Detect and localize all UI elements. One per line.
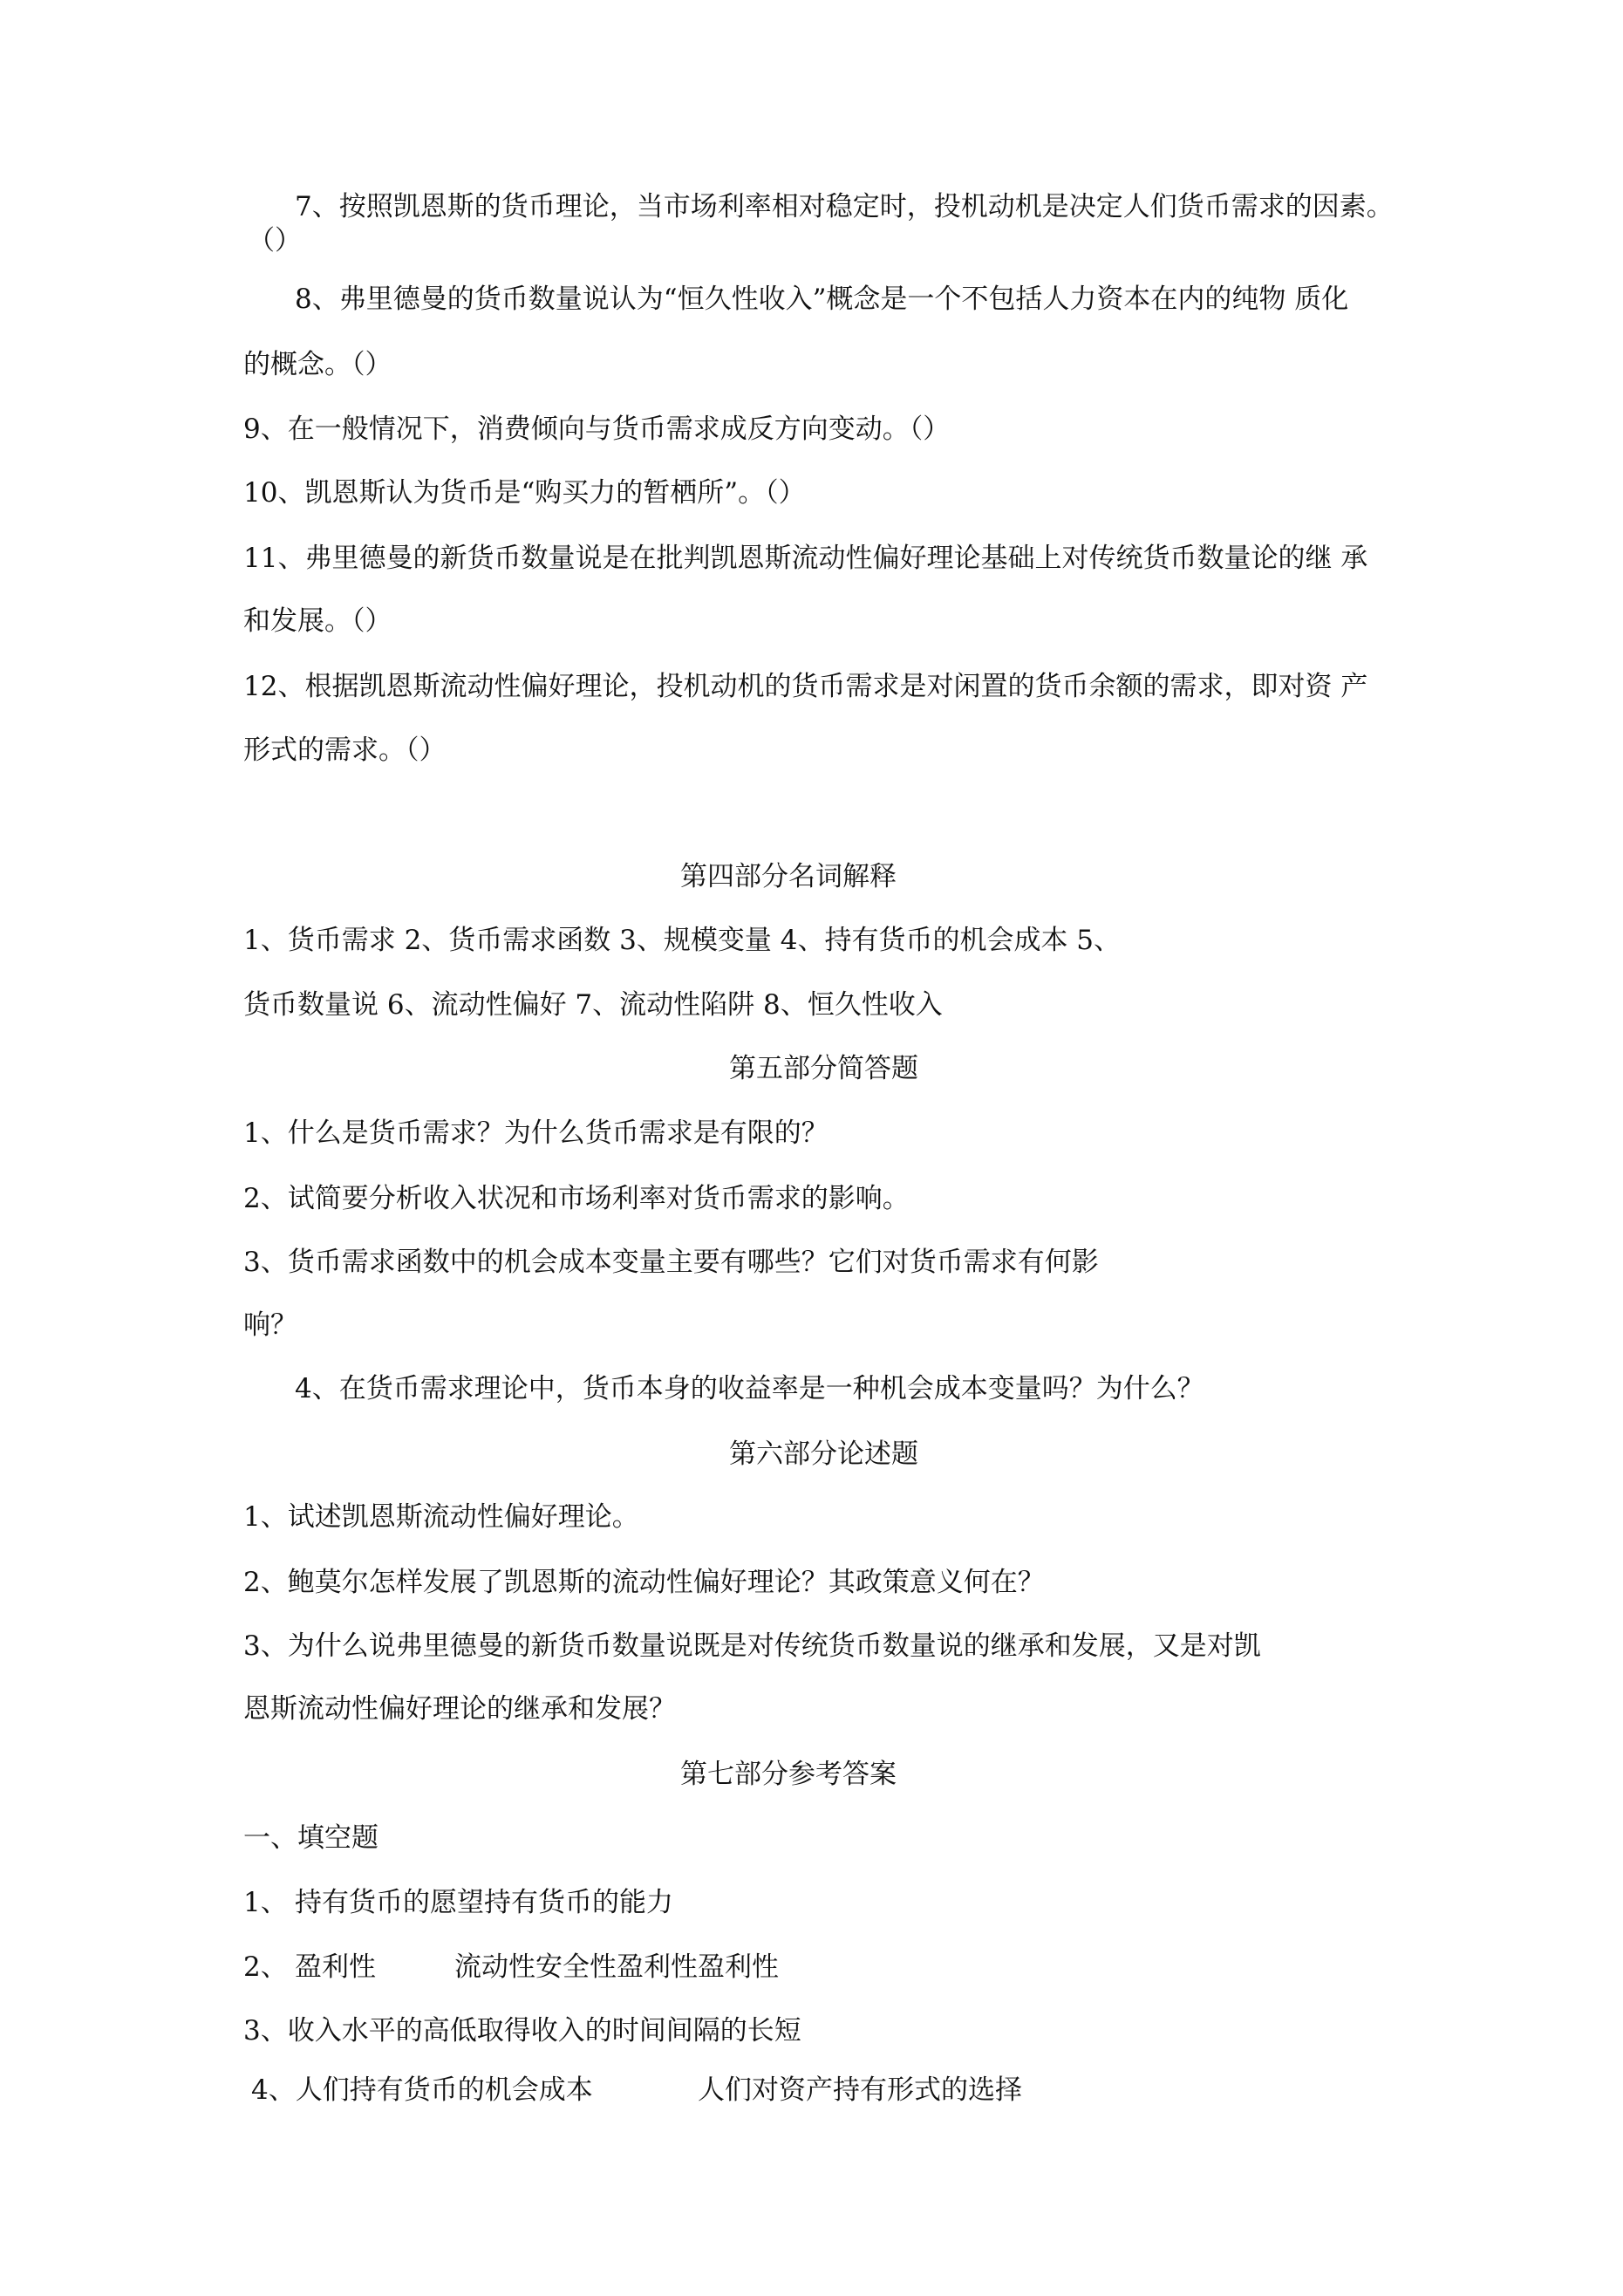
- part5-question-2: 2、试简要分析收入状况和市场利率对货币需求的影响。: [243, 1183, 910, 1214]
- part5-question-1: 1、什么是货币需求？为什么货币需求是有限的？: [243, 1117, 829, 1149]
- question-8-line-2: 的概念。（）: [243, 349, 392, 380]
- part6-question-1: 1、试述凯恩斯流动性偏好理论。: [243, 1501, 639, 1533]
- question-10: 10、凯恩斯认为货币是“购买力的暂栖所”。（）: [243, 477, 806, 509]
- part5-heading: 第五部分简答题: [729, 1053, 918, 1084]
- question-11-line-1: 11、弗里德曼的新货币数量说是在批判凯恩斯流动性偏好理论基础上对传统货币数量论的继 承: [243, 543, 1368, 574]
- part4-terms-line-2: 货币数量说 6、流动性偏好 7、流动性陷阱 8、恒久性收入: [243, 989, 943, 1021]
- answer-1-text: 持有货币的愿望持有货币的能力: [295, 1887, 673, 1918]
- question-7-line-1: 7、按照凯恩斯的货币理论，当市场利率相对稳定时，投机动机是决定人们货币需求的因素。: [295, 191, 1394, 222]
- part6-question-2: 2、鲍莫尔怎样发展了凯恩斯的流动性偏好理论？其政策意义何在？: [243, 1567, 1045, 1598]
- answer-4-text-1: 4、人们持有货币的机会成本: [251, 2074, 593, 2106]
- answer-2-text-1: 盈利性: [295, 1951, 376, 1983]
- question-12-line-2: 形式的需求。（）: [243, 735, 447, 766]
- part7-section-fill-blank: 一、填空题: [243, 1822, 378, 1854]
- answer-3: 3、收入水平的高低取得收入的时间间隔的长短: [243, 2015, 801, 2047]
- question-12-line-1: 12、根据凯恩斯流动性偏好理论，投机动机的货币需求是对闲置的货币余额的需求，即对资 产: [243, 671, 1368, 702]
- question-7-line-2: （）: [248, 225, 302, 256]
- answer-4-text-2: 人们对资产持有形式的选择: [698, 2074, 1022, 2106]
- part6-question-3-line-1: 3、为什么说弗里德曼的新货币数量说既是对传统货币数量说的继承和发展，又是对凯: [243, 1630, 1261, 1662]
- part4-terms-line-1: 1、货币需求 2、货币需求函数 3、规模变量 4、持有货币的机会成本 5、: [243, 925, 1122, 956]
- answer-2-text-2: 流动性安全性盈利性盈利性: [454, 1951, 779, 1983]
- part5-question-3-line-2: 响？: [243, 1309, 297, 1341]
- answer-2-number: 2、: [243, 1951, 288, 1983]
- part7-heading: 第七部分参考答案: [680, 1759, 897, 1790]
- part4-heading: 第四部分名词解释: [680, 861, 897, 892]
- question-11-line-2: 和发展。（）: [243, 605, 392, 637]
- part6-heading: 第六部分论述题: [729, 1438, 918, 1470]
- part5-question-3-line-1: 3、货币需求函数中的机会成本变量主要有哪些？它们对货币需求有何影: [243, 1247, 1099, 1278]
- part5-question-4: 4、在货币需求理论中，货币本身的收益率是一种机会成本变量吗？为什么？: [295, 1373, 1204, 1404]
- part6-question-3-line-2: 恩斯流动性偏好理论的继承和发展？: [243, 1693, 676, 1725]
- answer-1-number: 1、: [243, 1887, 288, 1918]
- question-9: 9、在一般情况下，消费倾向与货币需求成反方向变动。（）: [243, 413, 951, 445]
- question-8-line-1: 8、弗里德曼的货币数量说认为“恒久性收入”概念是一个不包括人力资本在内的纯物 质化: [295, 284, 1349, 315]
